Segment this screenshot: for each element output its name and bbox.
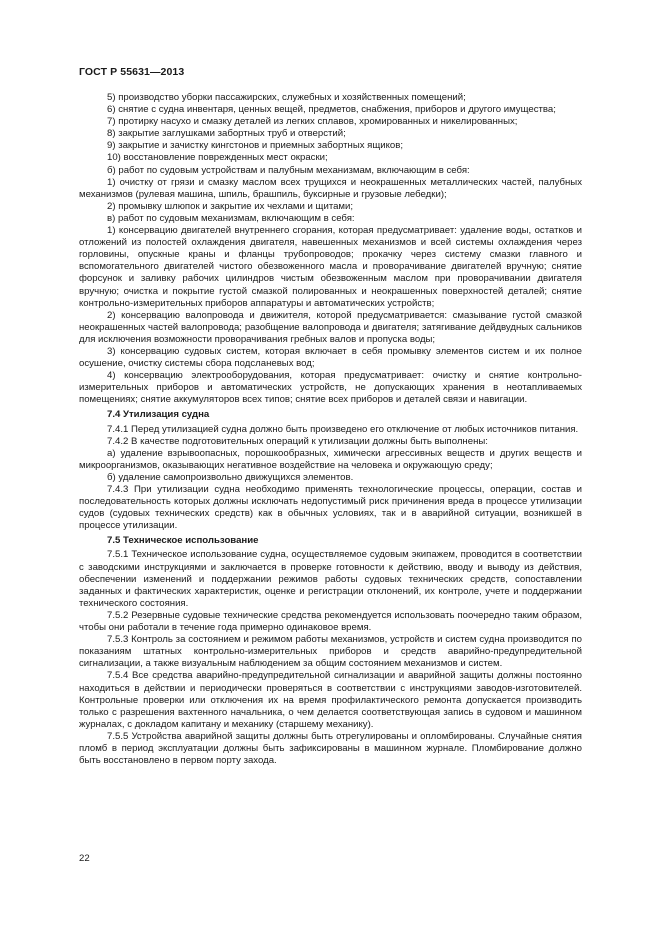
paragraph: б) работ по судовым устройствам и палубным механизмам, включающим в себя: [107, 164, 470, 176]
paragraph: 7.5.2 Резервные судовые технические средства рекомендуется использовать поочередно таким образом, чтобы они работали в течение года примерно одинаковое время. [79, 609, 582, 634]
section-heading-7-4: 7.4 Утилизация судна [107, 409, 210, 421]
paragraph: 1) консервацию двигателей внутреннего сгорания, которая предусматривает: удаление воды, остатков и отложений из полостей охлаждения двигателя, навешенных механизмов и всей системы охлаждения через горловины, опускные краны и фланцы трубопроводов; прокачку через систему смазки главного и вспомогательного двигателей чистого обезвоженного масла и проворачивание двигателей вручную; снятие форсунок и заливку рабочих цилиндров чистым обезвоженным маслом при проворачивании двигателя вручную; очистка и покрытие густой смазкой полированных и неокрашенных поверхностей деталей; снятие контрольно-измерительных приборов аппаратуры и автоматических устройств; [79, 225, 582, 309]
page-number: 22 [79, 853, 90, 864]
paragraph: 10) восстановление поврежденных мест окраски; [107, 152, 328, 164]
document-header: ГОСТ Р 55631—2013 [79, 66, 185, 78]
paragraph: 2) консервацию валопровода и движителя, которой предусматривается: смазывание густой смазкой неокрашенных частей валопровода; разобщение валопровода и двигателя; затягивание дейдвудных сальников для исключения возможности проворачивания гребных валов и пропуска воды; [79, 309, 582, 345]
page-body [79, 92, 582, 767]
paragraph: 3) консервацию судовых систем, которая включает в себя промывку элементов систем и их полное осушение, очистку системы сбора подсланевых вод; [79, 345, 582, 370]
paragraph: 7.5.3 Контроль за состоянием и режимом работы механизмов, устройств и систем судна производится по показаниям штатных контрольно-измерительных приборов и средств аварийно-предупредительной сигнализации, а также визуальным наблюдением за общим состоянием механизмов и систем. [79, 634, 582, 670]
paragraph: 7.4.1 Перед утилизацией судна должно быть произведено его отключение от любых источников питания. [107, 423, 579, 435]
paragraph: 2) промывку шлюпок и закрытие их чехлами и щитами; [107, 200, 354, 212]
paragraph: 6) снятие с судна инвентаря, ценных вещей, предметов, снабжения, приборов и другого имущества; [107, 104, 556, 116]
paragraph: 7.5.4 Все средства аварийно-предупредительной сигнализации и аварийной защиты должны постоянно находиться в действии и периодически проверяться в соответствии с инструкциями заводов-изготовителей. Контрольные проверки или отключения их на время профилактического ремонта допускается производить только с разрешения вахтенного начальника, о чем делается соответствующая запись в судовом и машинном журналах, с докладом капитану и механику (старшему механику). [79, 670, 582, 730]
paragraph: 5) производство уборки пассажирских, служебных и хозяйственных помещений; [107, 92, 466, 103]
paragraph: б) удаление самопроизвольно движущихся элементов. [107, 471, 354, 483]
paragraph: 7.4.3 При утилизации судна необходимо применять технологические процессы, операции, состав и последовательность которых должны исключать недопустимый риск причинения вреда в процессе утилизации судов (судовых технических средств) как в обычных условиях, так и в аварийной ситуации, возникшей в процессе утилизации. [79, 484, 582, 532]
paragraph: 9) закрытие и зачистку кингстонов и приемных забортных ящиков; [107, 140, 404, 152]
paragraph: а) удаление взрывоопасных, порошкообразных, химически агрессивных веществ и других веществ и микроорганизмов, оказывающих негативное воздействие на человека и окружающую среду; [79, 447, 582, 471]
paragraph: 7.4.2 В качестве подготовительных операций к утилизации должны быть выполнены: [107, 435, 488, 447]
paragraph: 7) протирку насухо и смазку деталей из легких сплавов, хромированных и никелированных; [107, 116, 518, 128]
paragraph: 7.5.1 Техническое использование судна, осуществляемое судовым экипажем, проводится в соответствии с заводскими инструкциями и заключается в проверке готовности к действию, вводу и выводу из действия, обеспечении изменений и поддержании режимов работы судовых технических средств, сопоставлении заданных и фактических характеристик, оценке и регистрации отклонений, их контроле, учете и поддержании технического состояния. [79, 549, 582, 609]
section-heading-7-5: 7.5 Техническое использование [107, 535, 259, 547]
paragraph: в) работ по судовым механизмам, включающим в себя: [107, 212, 355, 224]
paragraph: 1) очистку от грязи и смазку маслом всех трущихся и неокрашенных металлических частей, палубных механизмов (рулевая машина, шпиль, брашпиль, буксирные и грузовые лебедки); [79, 176, 582, 200]
paragraph: 7.5.5 Устройства аварийной защиты должны быть отрегулированы и опломбированы. Случайные снятия пломб в период эксплуатации должны быть зафиксированы в машинном журнале. Пломбирование должно быть восстановлено в первом порту захода. [79, 730, 582, 767]
paragraph: 8) закрытие заглушками забортных труб и отверстий; [107, 128, 346, 140]
paragraph: 4) консервацию электрооборудования, которая предусматривает: очистку и снятие контрольно-измерительных приборов и автоматических устройств, не допускающих хранения в неотапливаемых помещениях; снятие аккумуляторов всех типов; снятие всех приборов и деталей связи и навигации. [79, 370, 582, 406]
